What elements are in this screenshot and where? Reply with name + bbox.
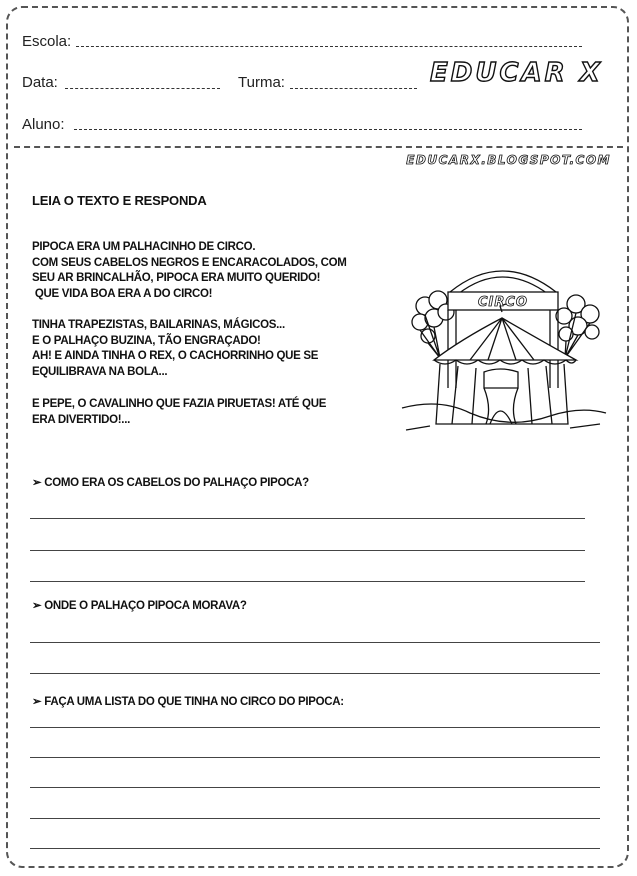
- answer-line[interactable]: [30, 550, 585, 551]
- student-field[interactable]: [74, 129, 582, 130]
- class-field[interactable]: [290, 88, 417, 89]
- story-paragraph-2: TINHA TRAPEZISTAS, BAILARINAS, MÁGICOS... E O PALHAÇO BUZINA, TÃO ENGRAÇADO! AH! E AINDA TINHA O REX, O CACHORRINHO QUE SE EQUILIBRAVA NA BOLA...: [32, 319, 319, 378]
- instructions-heading: LEIA O TEXTO E RESPONDA: [32, 193, 207, 208]
- answer-line[interactable]: [30, 581, 585, 582]
- student-label: Aluno:: [22, 116, 65, 133]
- answer-line[interactable]: [30, 727, 600, 728]
- answer-line[interactable]: [30, 518, 585, 519]
- date-field[interactable]: [65, 88, 220, 89]
- answer-line[interactable]: [30, 673, 600, 674]
- answer-line[interactable]: [30, 848, 600, 849]
- educar-x-logo: EDUCAR X: [430, 58, 603, 88]
- story-paragraph-3: E PEPE, O CAVALINHO QUE FAZIA PIRUETAS! ATÉ QUE ERA DIVERTIDO!...: [32, 398, 327, 426]
- answer-line[interactable]: [30, 787, 600, 788]
- question-1: ➢ COMO ERA OS CABELOS DO PALHAÇO PIPOCA?: [32, 477, 309, 489]
- story-paragraph-1: PIPOCA ERA UM PALHACINHO DE CIRCO. COM SEUS CABELOS NEGROS E ENCARACOLADOS, COM SEU AR BRINCALHÃO, PIPOCA ERA MUITO QUERIDO! QUE VIDA BOA ERA A DO CIRCO!: [32, 241, 347, 300]
- circus-tent-illustration: [400, 248, 608, 442]
- question-2: ➢ ONDE O PALHAÇO PIPOCA MORAVA?: [32, 600, 247, 612]
- answer-line[interactable]: [30, 642, 600, 643]
- date-label: Data:: [22, 74, 58, 91]
- site-url: EDUCARX.BLOGSPOT.COM: [406, 153, 611, 167]
- circus-sign-text: CIRCO: [478, 295, 528, 310]
- answer-line[interactable]: [30, 757, 600, 758]
- header-divider: [14, 146, 623, 148]
- class-label: Turma:: [238, 74, 285, 91]
- question-3: ➢ FAÇA UMA LISTA DO QUE TINHA NO CIRCO DO PIPOCA:: [32, 696, 344, 708]
- school-field[interactable]: [76, 46, 582, 47]
- answer-line[interactable]: [30, 818, 600, 819]
- school-label: Escola:: [22, 33, 72, 50]
